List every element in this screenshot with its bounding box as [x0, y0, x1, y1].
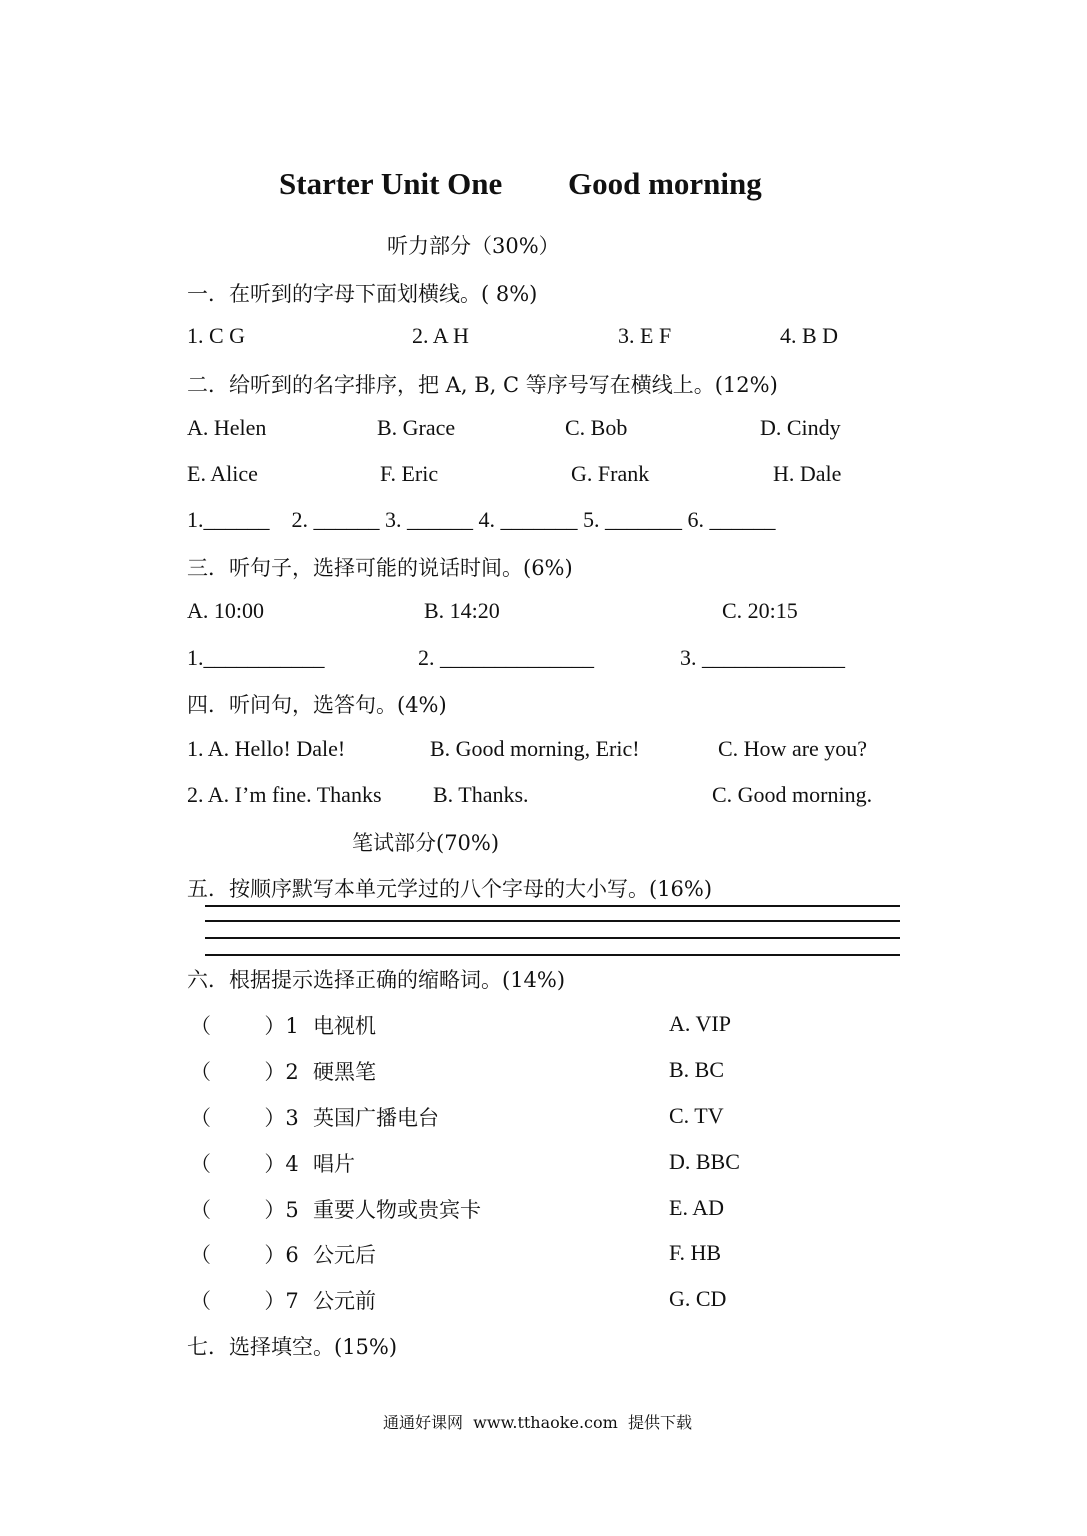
s2-name: A. Helen	[187, 415, 267, 440]
s2-name: F. Eric	[380, 461, 439, 486]
s2-blanks: 1.______ 2. ______ 3. ______ 4. _______ 5. _______ 6. ______	[187, 507, 776, 532]
s6-chinese: 唱片	[313, 1152, 355, 1176]
s6-option: E. AD	[669, 1195, 724, 1220]
section-2-heading: 二．给听到的名字排序，把 A, B, C 等序号写在横线上。(12%)	[187, 373, 778, 397]
s2-name: H. Dale	[773, 461, 842, 486]
section-6-heading: 六．根据提示选择正确的缩略词。(14%)	[187, 968, 566, 992]
section-7-heading: 七．选择填空。(15%)	[187, 1335, 398, 1359]
section-1-heading: 一．在听到的字母下面划横线。( 8%)	[187, 282, 538, 306]
section-4-heading: 四．听问句，选答句。(4%)	[187, 693, 447, 717]
s1-item: 3. E F	[618, 323, 672, 348]
writing-line	[205, 937, 900, 939]
s6-chinese: 公元前	[313, 1289, 376, 1313]
s6-paren: （ ）6	[190, 1243, 299, 1267]
s6-paren: （ ）4	[190, 1152, 299, 1176]
s6-option: B. BC	[669, 1057, 725, 1082]
s4-answer: 1. A. Hello! Dale!	[187, 736, 346, 761]
s2-name: G. Frank	[571, 461, 650, 486]
s3-blank: 2. ______________	[418, 645, 594, 670]
s6-chinese: 英国广播电台	[313, 1106, 439, 1130]
s6-paren: （ ）1	[190, 1014, 299, 1038]
s1-item: 2. A H	[412, 323, 469, 348]
s4-answer: C. Good morning.	[712, 782, 873, 807]
writing-line	[205, 920, 900, 922]
s2-name: D. Cindy	[760, 415, 841, 440]
s2-name: C. Bob	[565, 415, 628, 440]
s6-option: F. HB	[669, 1240, 722, 1265]
s2-name: E. Alice	[187, 461, 258, 486]
s2-name: B. Grace	[377, 415, 456, 440]
s1-item: 1. C G	[187, 323, 246, 348]
s6-paren: （ ）7	[190, 1289, 299, 1313]
footer: 通通好课网 www.tthaoke.com 提供下载	[383, 1413, 692, 1432]
s6-paren: （ ）5	[190, 1198, 299, 1222]
s6-option: C. TV	[669, 1103, 724, 1128]
s6-option: G. CD	[669, 1286, 727, 1311]
s6-chinese: 重要人物或贵宾卡	[313, 1198, 481, 1222]
s4-answer: 2. A. I’m fine. Thanks	[187, 782, 382, 807]
section-5-heading: 五．按顺序默写本单元学过的八个字母的大小写。(16%)	[187, 877, 713, 901]
s6-option: D. BBC	[669, 1149, 740, 1174]
s6-chinese: 电视机	[313, 1014, 376, 1038]
writing-line	[205, 954, 900, 956]
s4-answer: C. How are you?	[718, 736, 868, 761]
s3-option: A. 10:00	[187, 598, 264, 623]
title-left: Starter Unit One	[279, 166, 503, 201]
listening-header: 听力部分（30%）	[387, 234, 560, 258]
writing-line	[205, 905, 900, 907]
s3-option: B. 14:20	[424, 598, 500, 623]
s3-blank: 3. _____________	[680, 645, 845, 670]
s1-item: 4. B D	[780, 323, 839, 348]
s3-blank: 1.___________	[187, 645, 325, 670]
s6-option: A. VIP	[669, 1011, 731, 1036]
s4-answer: B. Good morning, Eric!	[430, 736, 640, 761]
s6-chinese: 公元后	[313, 1243, 376, 1267]
s4-answer: B. Thanks.	[433, 782, 529, 807]
title-right: Good morning	[568, 166, 762, 201]
s6-paren: （ ）3	[190, 1106, 299, 1130]
s3-option: C. 20:15	[722, 598, 798, 623]
s6-chinese: 硬黑笔	[313, 1060, 376, 1084]
section-3-heading: 三．听句子，选择可能的说话时间。(6%)	[187, 556, 573, 580]
s6-paren: （ ）2	[190, 1060, 299, 1084]
writing-header: 笔试部分(70%)	[352, 831, 500, 855]
